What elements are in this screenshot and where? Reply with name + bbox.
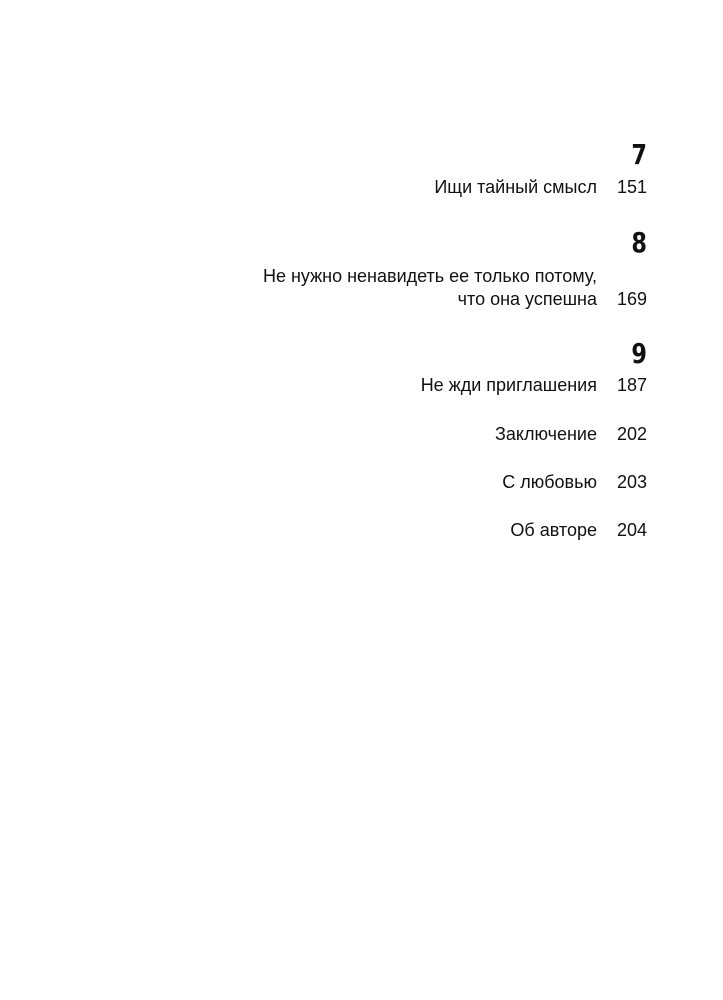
- toc-entry: [87, 519, 647, 542]
- page-number: 169: [616, 289, 647, 309]
- toc-entry: [87, 423, 647, 446]
- entry-title: Не жди приглашения: [420, 375, 597, 395]
- toc-entry: [87, 176, 647, 199]
- entry-title: С любовью: [502, 472, 597, 492]
- page-number: 151: [616, 177, 647, 197]
- page-number: 202: [616, 424, 647, 444]
- entry-title: Заключение: [495, 424, 597, 444]
- entry-title: Ищи тайный смысл: [434, 177, 597, 197]
- entry-title-line: что она успешна: [457, 289, 597, 309]
- table-of-contents: [87, 138, 647, 542]
- toc-entry: [87, 265, 647, 311]
- toc-entry: [87, 374, 647, 397]
- page-number: 187: [616, 375, 647, 395]
- page-number: 204: [616, 520, 647, 540]
- chapter-number: 7: [631, 138, 647, 171]
- entry-title: Об авторе: [510, 520, 597, 540]
- page-number: 203: [616, 472, 647, 492]
- toc-entry: [87, 471, 647, 494]
- entry-title: [263, 265, 597, 311]
- entry-title-line: Не нужно ненавидеть ее только потому,: [262, 266, 597, 286]
- chapter-number: 9: [631, 337, 647, 370]
- chapter-number: 8: [631, 226, 647, 259]
